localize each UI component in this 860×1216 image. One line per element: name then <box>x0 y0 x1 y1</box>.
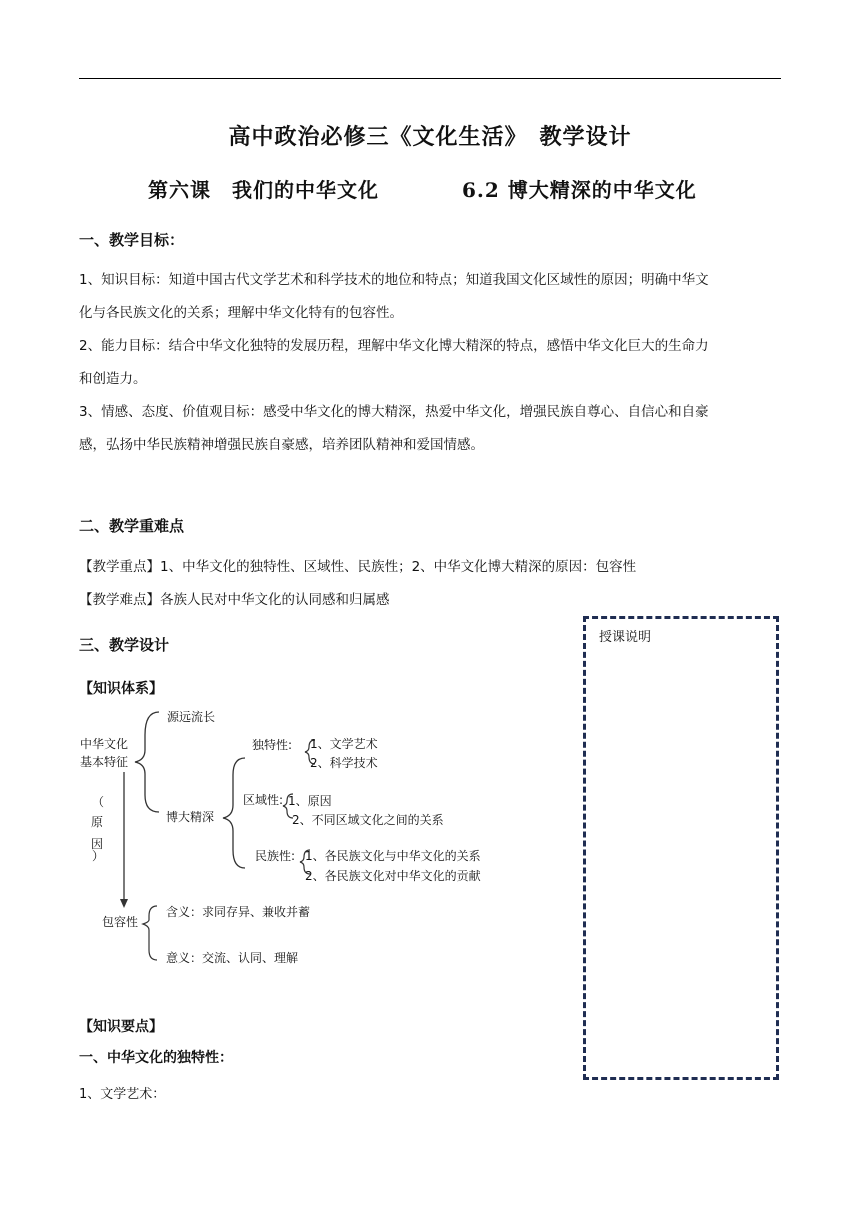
inclusive-brace <box>143 906 157 960</box>
diagram-node-inclusive: 包容性 <box>102 915 139 929</box>
diagram-inclusive-significance: 意义：交流、认同、理解 <box>166 951 299 965</box>
diagram-node-ethnic: 民族性: <box>255 849 296 863</box>
topic-title: 6.2 博大精深的中华文化 <box>462 178 697 202</box>
diagram-cause-close: ） <box>92 849 105 863</box>
diagram-ethnic-1: 1、各民族文化与中华文化的关系 <box>305 849 481 863</box>
diagram-node-regional: 区域性: <box>243 793 284 807</box>
cause-arrow-head <box>120 899 128 908</box>
teaching-notes-label: 授课说明 <box>599 630 652 645</box>
teaching-difficulty: 【教学难点】各族人民对中华文化的认同感和归属感 <box>79 592 390 608</box>
diagram-inclusive-meaning: 含义：求同存异、兼收并蓄 <box>166 905 311 919</box>
objective-2-line1: 2、能力目标：结合中华文化独特的发展历程，理解中华文化博大精深的特点，感悟中华文化巨大的生命力 <box>79 338 709 354</box>
header-rule <box>79 78 781 79</box>
knowledge-diagram <box>75 700 515 975</box>
diagram-node-unique: 独特性: <box>252 738 293 752</box>
diagram-node-broad-profound: 博大精深 <box>166 810 215 824</box>
diagram-root-line2: 基本特征 <box>80 755 129 769</box>
main-brace <box>135 712 159 812</box>
teaching-notes-box <box>583 616 779 1080</box>
doc-title: 高中政治必修三《文化生活》 教学设计 <box>228 125 632 150</box>
diagram-root-line1: 中华文化 <box>80 737 129 751</box>
key-points-label: 【知识要点】 <box>79 1019 163 1035</box>
teaching-focus: 【教学重点】1、中华文化的独特性、区域性、民族性；2、中华文化博大精深的原因：包容性 <box>79 559 637 575</box>
diagram-regional-1: 1、原因 <box>288 794 332 808</box>
subsection-uniqueness-heading: 一、中华文化的独特性： <box>79 1050 233 1066</box>
diagram-unique-2: 2、科学技术 <box>310 756 378 770</box>
diagram-unique-1: 1、文学艺术 <box>310 737 378 751</box>
diagram-cause-open: （ <box>92 795 105 809</box>
item-literature-art: 1、文学艺术： <box>79 1087 166 1102</box>
section-keypoints-heading: 二、教学重难点 <box>79 517 185 535</box>
diagram-regional-2: 2、不同区域文化之间的关系 <box>292 813 444 827</box>
knowledge-system-label: 【知识体系】 <box>79 681 163 697</box>
diagram-node-long-history: 源远流长 <box>167 710 216 724</box>
objective-3-line1: 3、情感、态度、价值观目标：感受中华文化的博大精深，热爱中华文化，增强民族自尊心、自信心和自豪 <box>79 404 709 420</box>
diagram-cause-1: 原 <box>91 815 104 829</box>
section-design-heading: 三、教学设计 <box>79 636 170 654</box>
objective-1-line1: 1、知识目标：知道中国古代文学艺术和科学技术的地位和特点；知道我国文化区域性的原因；明确中华文 <box>79 272 709 288</box>
lesson-title: 第六课 我们的中华文化 <box>148 178 379 202</box>
objective-1-line2: 化与各民族文化的关系；理解中华文化特有的包容性。 <box>79 305 403 321</box>
objective-3-line2: 感，弘扬中华民族精神增强民族自豪感，培养团队精神和爱国情感。 <box>79 437 484 453</box>
secondary-brace <box>223 758 245 868</box>
diagram-ethnic-2: 2、各民族文化对中华文化的贡献 <box>305 869 481 883</box>
objective-2-line2: 和创造力。 <box>79 371 147 387</box>
section-objectives-heading: 一、教学目标： <box>79 231 185 249</box>
diagram-cause-2: 因 <box>91 837 104 851</box>
